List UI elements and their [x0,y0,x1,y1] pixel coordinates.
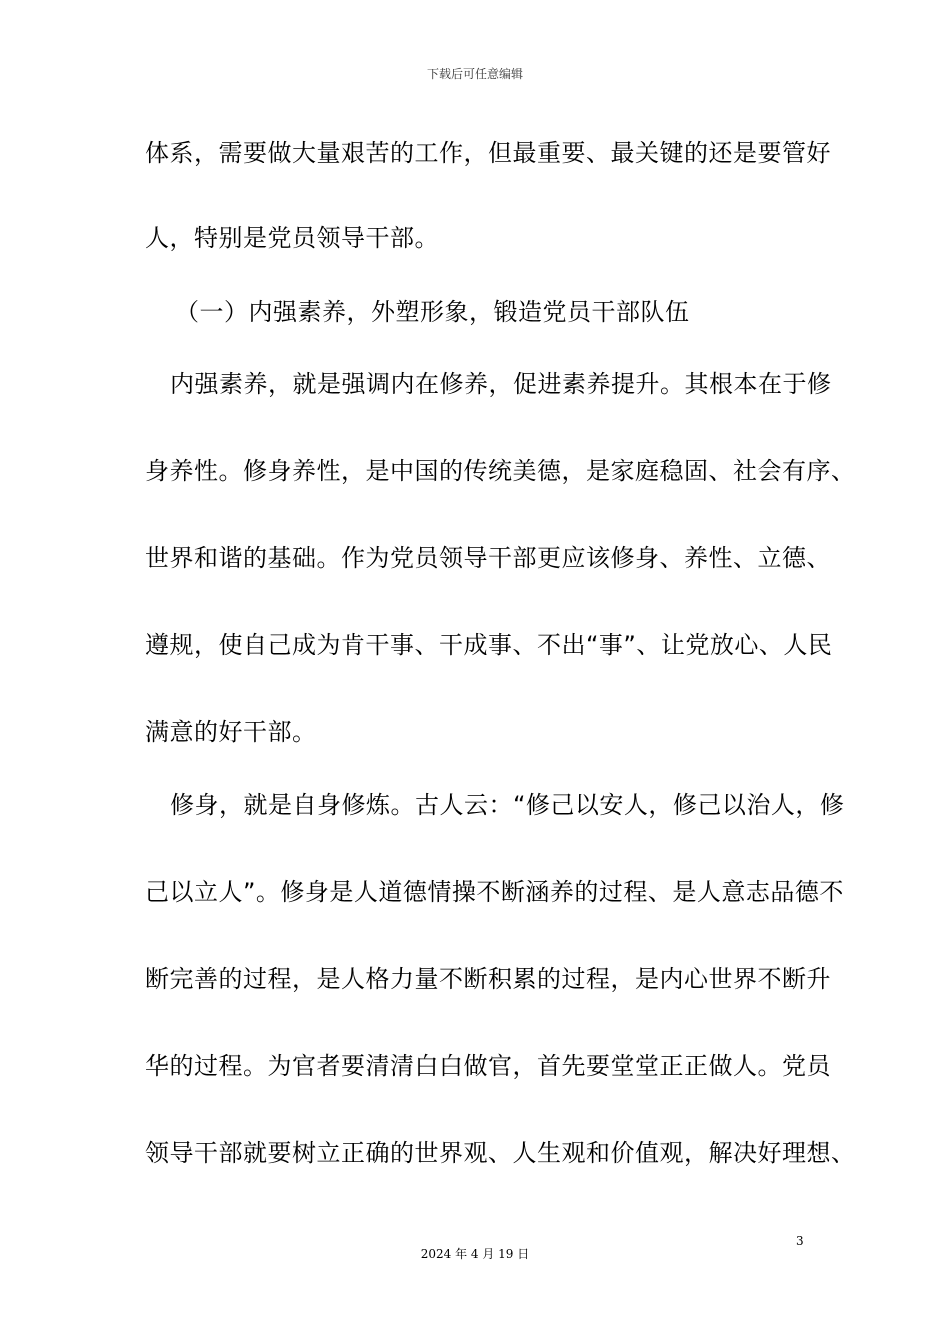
body-line: 内强素养，就是强调内在修养，促进素养提升。其根本在于修 [170,370,832,398]
body-line: 领导干部就要树立正确的世界观、人生观和价值观，解决好理想、 [145,1139,856,1167]
page-header-note: 下载后可任意编辑 [426,67,523,81]
body-line: 华的过程。为官者要清清白白做官，首先要堂堂正正做人。党员 [145,1052,831,1080]
body-line: 修身，就是自身修炼。古人云：“修己以安人，修己以治人，修 [170,791,845,819]
body-line: 人，特别是党员领导干部。 [145,224,439,252]
page-footer-date: 2024 年 4 月 19 日 [420,1247,530,1261]
body-line: 世界和谐的基础。作为党员领导干部更应该修身、养性、立德、 [145,544,831,572]
body-line: 遵规，使自己成为肯干事、干成事、不出“事”、让党放心、人民 [145,631,833,659]
body-line: 体系，需要做大量艰苦的工作，但最重要、最关键的还是要管好 [145,139,831,167]
body-line: 身养性。修身养性，是中国的传统美德，是家庭稳固、社会有序、 [145,457,856,485]
section-heading: （一）内强素养，外塑形象，锻造党员干部队伍 [175,298,690,326]
page-number: 3 [796,1234,804,1248]
body-line: 断完善的过程，是人格力量不断积累的过程，是内心世界不断升 [145,965,831,993]
body-line: 己以立人”。修身是人道德情操不断涵养的过程、是人意志品德不 [145,878,844,906]
body-line: 满意的好干部。 [145,718,317,746]
